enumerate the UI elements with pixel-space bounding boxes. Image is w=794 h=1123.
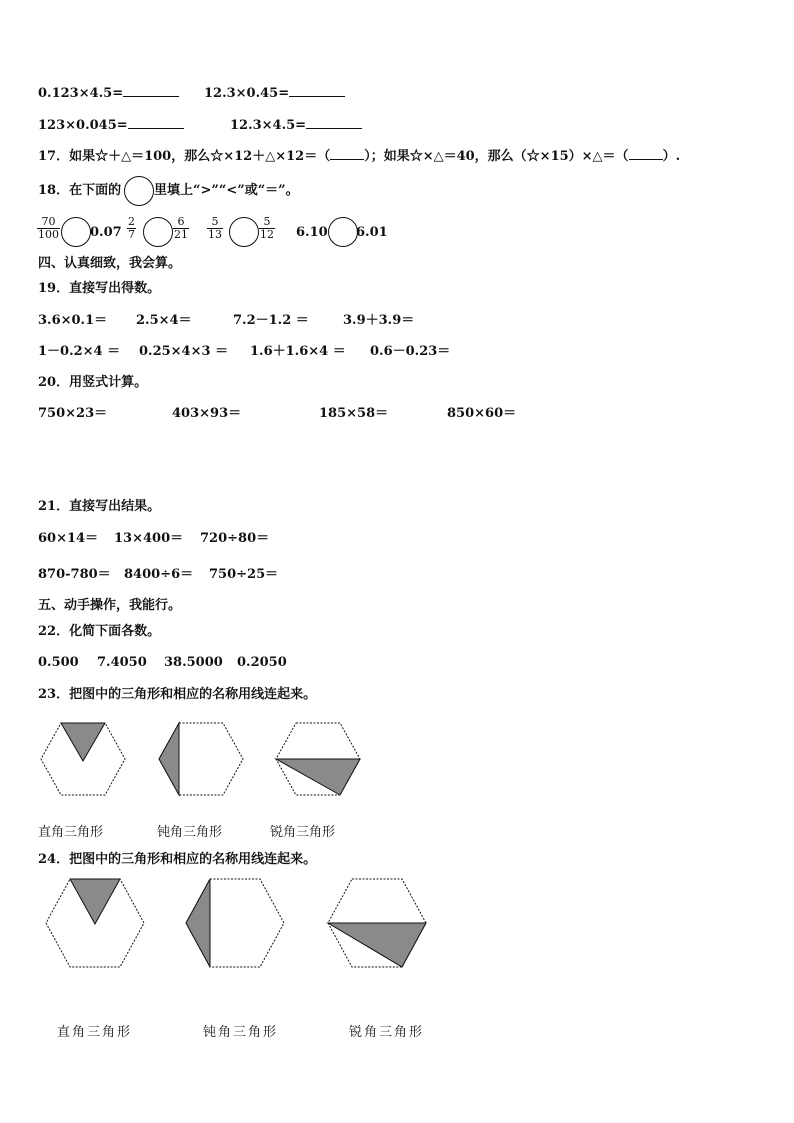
q19-r2-2: 0.25×4×3 ＝ (139, 344, 229, 359)
q16-item-b (204, 84, 345, 102)
q19-r2-3: 1.6＋1.6×4 ＝ (250, 344, 346, 359)
fraction-numerator: 5 (211, 215, 219, 228)
q22-item-3: 38.5000 (164, 655, 223, 670)
q16-item-d (230, 116, 362, 134)
q19-r1-3: 7.2－1.2 ＝ (233, 313, 309, 328)
compare-circle-1[interactable] (61, 217, 91, 247)
q19-r1-2: 2.5×4＝ (136, 313, 192, 328)
q21-r2-2: 8400÷6＝ (124, 567, 194, 582)
hexagon-acute-triangle-figure-2 (327, 878, 427, 968)
label-acute-triangle[interactable]: 锐角三角形 (270, 825, 336, 840)
compare-circle-2[interactable] (143, 217, 173, 247)
q19-r2-1: 1－0.2×4 ＝ (38, 344, 121, 359)
answer-blank[interactable] (289, 84, 345, 97)
q22-item-4: 0.2050 (237, 655, 287, 670)
q16-item-a (38, 84, 179, 102)
answer-blank[interactable] (128, 116, 184, 129)
q20-item-1: 750×23＝ (38, 406, 108, 421)
q19-r1-1: 3.6×0.1＝ (38, 313, 108, 328)
answer-blank[interactable] (330, 147, 364, 160)
fraction-numerator: 70 (41, 215, 56, 228)
q16-expr-b: 12.3×0.45= (204, 86, 290, 101)
fraction-6-21 (173, 216, 189, 241)
fraction-denominator: 12 (260, 228, 274, 241)
q21-r1-1: 60×14＝ (38, 531, 99, 546)
q21-r1-2: 13×400＝ (114, 531, 184, 546)
q21-r2-1: 870-780＝ (38, 567, 111, 582)
fraction-5-12 (259, 216, 275, 241)
label-acute-triangle-2[interactable]: 锐角三角形 (349, 1025, 425, 1040)
fraction-denominator: 100 (38, 228, 59, 241)
fraction-numerator: 2 (128, 215, 135, 228)
q20-item-3: 185×58＝ (319, 406, 389, 421)
q22-item-1: 0.500 (38, 655, 79, 670)
q18-stem-b: 里填上“>”“<”或“＝”。 (154, 183, 299, 198)
decimal-0-07: 0.07 (90, 225, 122, 240)
q16-item-c (38, 116, 184, 134)
right-triangle-shape[interactable] (61, 723, 105, 761)
obtuse-triangle-shape[interactable] (186, 879, 210, 967)
answer-blank[interactable] (306, 116, 362, 129)
q16-expr-c: 123×0.045= (38, 118, 128, 133)
section-4-heading: 四、认真细致，我会算。 (38, 256, 182, 271)
fraction-5-13 (207, 216, 223, 241)
q19-title: 19．直接写出得数。 (38, 281, 161, 296)
acute-triangle-shape[interactable] (276, 759, 360, 795)
q21-r2-3: 750÷25＝ (209, 567, 279, 582)
hexagon-acute-triangle-figure (275, 722, 361, 796)
q19-r1-4: 3.9＋3.9＝ (343, 313, 415, 328)
fraction-70-100 (37, 216, 60, 241)
answer-blank[interactable] (629, 147, 663, 160)
compare-circle-3[interactable] (229, 217, 259, 247)
section-5-heading: 五、动手操作，我能行。 (38, 598, 182, 613)
decimal-6-01: 6.01 (356, 225, 388, 240)
q21-title: 21．直接写出结果。 (38, 499, 161, 514)
label-obtuse-triangle[interactable]: 钝角三角形 (157, 825, 223, 840)
label-obtuse-triangle-2[interactable]: 钝角三角形 (203, 1025, 279, 1040)
hexagon-right-triangle-figure-2 (45, 878, 145, 968)
decimal-6-10: 6.10 (296, 225, 328, 240)
q20-item-4: 850×60＝ (447, 406, 517, 421)
label-right-triangle-2[interactable]: 直角三角形 (57, 1025, 133, 1040)
fraction-denominator: 13 (208, 228, 222, 241)
hexagon-obtuse-triangle-figure (158, 722, 244, 796)
q16-expr-a: 0.123×4.5= (38, 86, 124, 101)
fraction-numerator: 6 (177, 215, 185, 228)
q23-title: 23．把图中的三角形和相应的名称用线连起来。 (38, 687, 317, 702)
obtuse-triangle-shape[interactable] (159, 723, 179, 795)
q21-r1-3: 720÷80＝ (200, 531, 270, 546)
q18-stem-a: 18．在下面的 (38, 183, 122, 198)
q17-question (38, 147, 680, 165)
q17-part1: 17．如果☆＋△＝100，那么☆×12＋△×12＝（ (38, 149, 331, 164)
answer-blank[interactable] (123, 84, 179, 97)
compare-circle-example (124, 176, 154, 206)
label-right-triangle[interactable]: 直角三角形 (38, 825, 104, 840)
q22-item-2: 7.4050 (97, 655, 147, 670)
q17-part3: ）. (662, 149, 681, 164)
compare-circle-4[interactable] (328, 217, 358, 247)
q20-item-2: 403×93＝ (172, 406, 242, 421)
q22-title: 22．化简下面各数。 (38, 624, 161, 639)
q17-part2: ）；如果☆×△＝40，那么（☆×15）×△＝（ (364, 149, 629, 164)
hexagon-obtuse-triangle-figure-2 (185, 878, 285, 968)
q24-title: 24．把图中的三角形和相应的名称用线连起来。 (38, 852, 317, 867)
q16-expr-d: 12.3×4.5= (230, 118, 307, 133)
q20-title: 20．用竖式计算。 (38, 375, 148, 390)
fraction-denominator: 21 (174, 228, 188, 241)
right-triangle-shape[interactable] (70, 879, 120, 924)
q19-r2-4: 0.6－0.23＝ (370, 344, 451, 359)
hexagon-right-triangle-figure (40, 722, 126, 796)
acute-triangle-shape[interactable] (328, 923, 426, 967)
fraction-numerator: 5 (263, 215, 271, 228)
fraction-2-7 (127, 216, 136, 241)
fraction-denominator: 7 (128, 228, 135, 241)
